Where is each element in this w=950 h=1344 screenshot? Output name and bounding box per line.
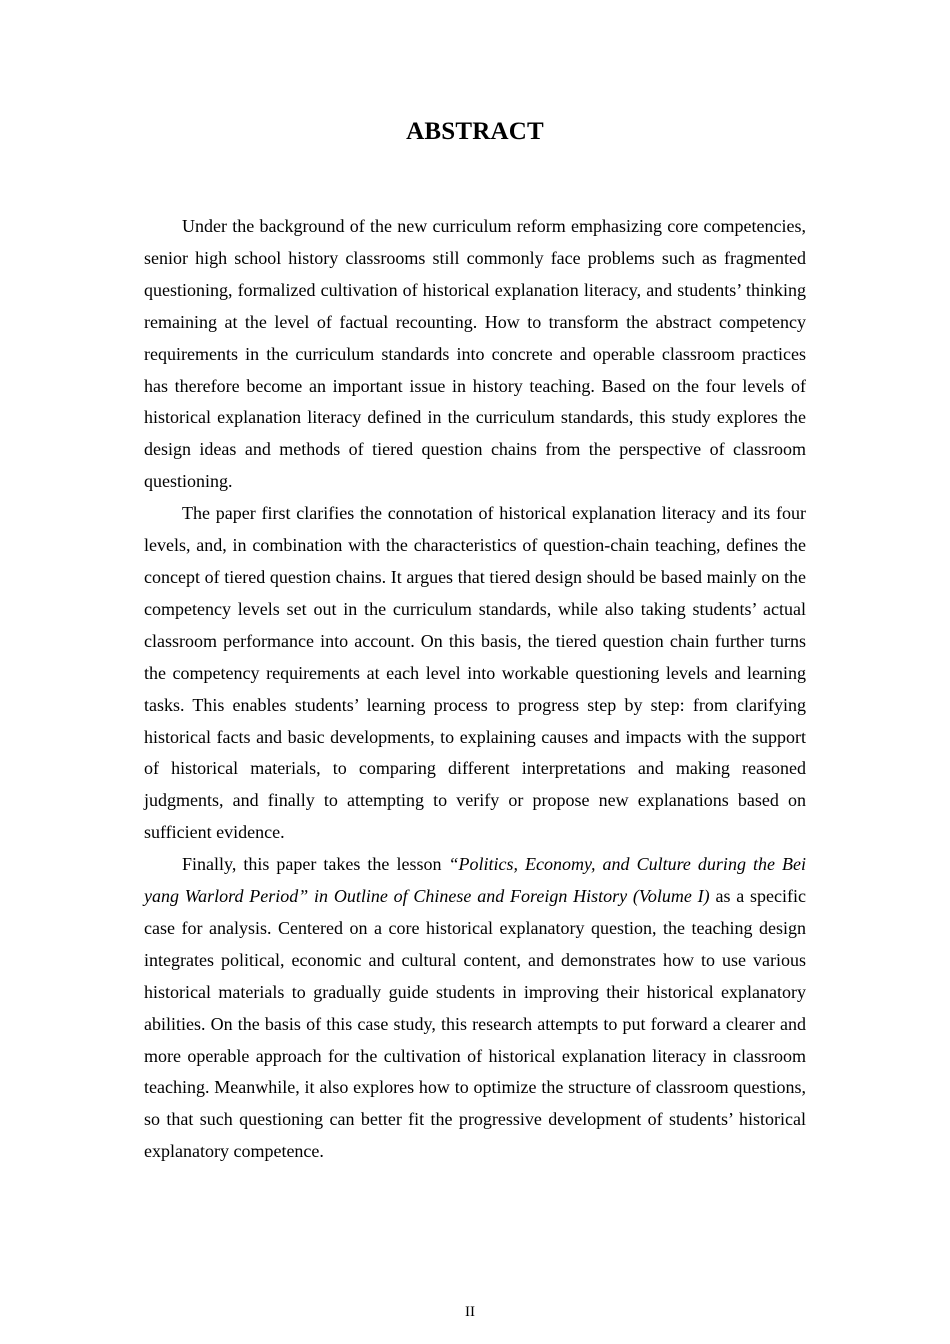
abstract-body — [144, 211, 806, 1168]
page-number: II — [465, 1304, 475, 1320]
paragraph-3-body-text: as a specific case for analysis. Centered on a core historical explanatory question, the teaching design integrates political, economic and cultural content, and demonstrates how to use various historical materials to gradually guide students in improving their historical explanatory abilities. On the basis of this case study, this research attempts to put forward a clearer and more operable approach for the cultivation of historical explanation literacy in classroom teaching. Meanwhile, it also explores how to optimize the structure of classroom questions, so that such questioning can better fit the progressive development of students’ historical explanatory competence. — [144, 886, 807, 1162]
page-title: ABSTRACT — [406, 118, 544, 145]
abstract-paragraph-1: Under the background of the new curriculum reform emphasizing core competencies, senior high school history classrooms still commonly face problems such as fragmented questioning, formalized cultivation of historical explanation literacy, and students’ thinking remaining at the level of factual recounting. How to transform the abstract competency requirements in the curriculum standards into concrete and operable classroom practices has therefore become an important issue in history teaching. Based on the four levels of historical explanation literacy defined in the curriculum standards, this study explores the design ideas and methods of tiered question chains from the perspective of classroom questioning. — [144, 216, 806, 492]
abstract-paragraph-2: The paper first clarifies the connotation of historical explanation literacy and its four levels, and, in combination with the characteristics of question-chain teaching, defines the concept of tiered question chains. It argues that tiered design should be based mainly on the competency levels set out in the curriculum standards, while also taking students’ actual classroom performance into account. On this basis, the tiered question chain further turns the competency requirements at each level into workable questioning levels and learning tasks. This enables students’ learning process to progress step by step: from clarifying historical facts and basic developments, to explaining causes and impacts with the support of historical materials, to comparing different interpretations and making reasoned judgments, and finally to attempting to verify or propose new explanations based on sufficient evidence. — [144, 503, 806, 843]
abstract-paragraph-3 — [144, 849, 806, 1168]
lesson-title-italic: “Politics, Economy, and Culture during the Bei yang Warlord Period” in Outline of Chinese and Foreign History (Volume I) — [144, 854, 806, 907]
paragraph-3-lead-text: Finally, this paper takes the lesson — [182, 854, 449, 875]
